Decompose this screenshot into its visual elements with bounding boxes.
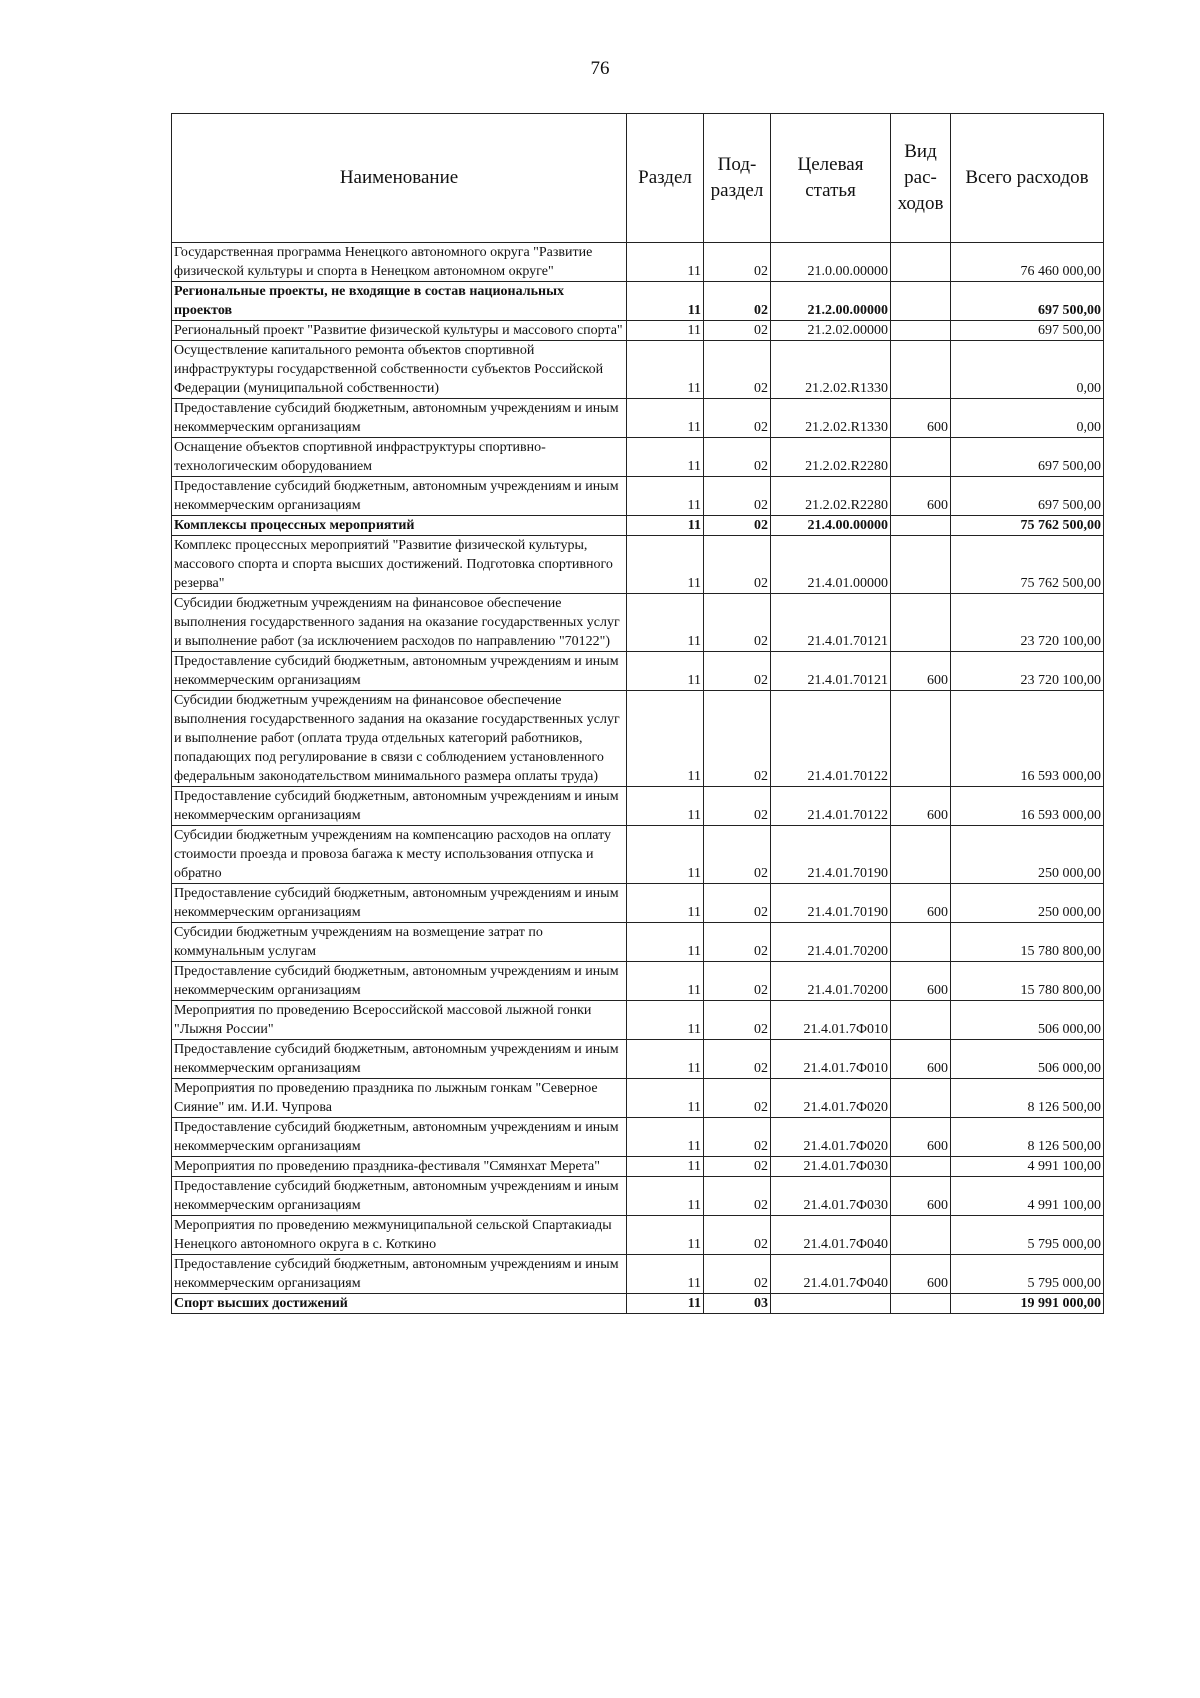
row-type — [891, 1216, 951, 1255]
row-target: 21.4.01.70190 — [771, 826, 891, 884]
row-section: 11 — [627, 1040, 704, 1079]
row-total: 506 000,00 — [951, 1040, 1104, 1079]
row-name: Предоставление субсидий бюджетным, автономным учреждениям и иным некоммерческим организациям — [172, 652, 627, 691]
table-row — [172, 516, 1104, 536]
row-subsection: 02 — [704, 652, 771, 691]
row-target: 21.2.02.R1330 — [771, 341, 891, 399]
row-total: 8 126 500,00 — [951, 1079, 1104, 1118]
row-subsection: 02 — [704, 1118, 771, 1157]
page-number: 76 — [590, 58, 610, 79]
table-row — [172, 321, 1104, 341]
row-subsection: 02 — [704, 884, 771, 923]
row-total: 250 000,00 — [951, 884, 1104, 923]
row-total: 8 126 500,00 — [951, 1118, 1104, 1157]
row-total: 5 795 000,00 — [951, 1255, 1104, 1294]
row-section: 11 — [627, 321, 704, 341]
row-target: 21.4.01.00000 — [771, 536, 891, 594]
row-target: 21.4.01.7Ф030 — [771, 1177, 891, 1216]
table-row — [172, 1255, 1104, 1294]
row-target: 21.2.00.00000 — [771, 282, 891, 321]
row-total: 697 500,00 — [951, 438, 1104, 477]
row-target: 21.4.01.7Ф010 — [771, 1001, 891, 1040]
row-total: 15 780 800,00 — [951, 962, 1104, 1001]
row-type — [891, 691, 951, 787]
row-target: 21.4.01.70122 — [771, 691, 891, 787]
row-total: 75 762 500,00 — [951, 516, 1104, 536]
table-row — [172, 438, 1104, 477]
row-total: 15 780 800,00 — [951, 923, 1104, 962]
header-name: Наименование — [172, 114, 627, 243]
table-row — [172, 923, 1104, 962]
row-section: 11 — [627, 516, 704, 536]
row-type: 600 — [891, 1118, 951, 1157]
row-name: Предоставление субсидий бюджетным, автономным учреждениям и иным некоммерческим организациям — [172, 1255, 627, 1294]
row-section: 11 — [627, 536, 704, 594]
row-name: Субсидии бюджетным учреждениям на финансовое обеспечение выполнения государственного задания на оказание государственных услуг и выполнение работ (оплата труда отдельных категорий работников, попадающих под регулирование в связи с соблюдением установленного федеральным законодательством минимального размера оплаты труда) — [172, 691, 627, 787]
row-subsection: 02 — [704, 516, 771, 536]
table-row — [172, 282, 1104, 321]
row-name: Субсидии бюджетным учреждениям на компенсацию расходов на оплату стоимости проезда и провоза багажа к месту использования отпуска и обратно — [172, 826, 627, 884]
row-subsection: 02 — [704, 438, 771, 477]
row-total: 4 991 100,00 — [951, 1157, 1104, 1177]
row-name: Мероприятия по проведению Всероссийской массовой лыжной гонки "Лыжня России" — [172, 1001, 627, 1040]
row-section: 11 — [627, 826, 704, 884]
row-target: 21.4.01.70190 — [771, 884, 891, 923]
row-subsection: 02 — [704, 321, 771, 341]
table-row — [172, 477, 1104, 516]
row-total: 506 000,00 — [951, 1001, 1104, 1040]
row-name: Предоставление субсидий бюджетным, автономным учреждениям и иным некоммерческим организациям — [172, 787, 627, 826]
row-target: 21.2.02.00000 — [771, 321, 891, 341]
row-type: 600 — [891, 1177, 951, 1216]
row-target — [771, 1294, 891, 1314]
row-type — [891, 536, 951, 594]
row-subsection: 02 — [704, 691, 771, 787]
row-type — [891, 1001, 951, 1040]
row-target: 21.4.01.7Ф030 — [771, 1157, 891, 1177]
row-subsection: 02 — [704, 923, 771, 962]
row-name: Субсидии бюджетным учреждениям на финансовое обеспечение выполнения государственного задания на оказание государственных услуг и выполнение работ (за исключением расходов по направлению "70122") — [172, 594, 627, 652]
row-subsection: 02 — [704, 1216, 771, 1255]
row-total: 23 720 100,00 — [951, 594, 1104, 652]
row-subsection: 02 — [704, 399, 771, 438]
row-target: 21.4.01.70200 — [771, 923, 891, 962]
row-type — [891, 1157, 951, 1177]
row-name: Предоставление субсидий бюджетным, автономным учреждениям и иным некоммерческим организациям — [172, 399, 627, 438]
row-section: 11 — [627, 962, 704, 1001]
row-target: 21.2.02.R2280 — [771, 438, 891, 477]
row-type: 600 — [891, 1255, 951, 1294]
row-name: Субсидии бюджетным учреждениям на возмещение затрат по коммунальным услугам — [172, 923, 627, 962]
row-type: 600 — [891, 477, 951, 516]
row-target: 21.4.01.7Ф010 — [771, 1040, 891, 1079]
row-type — [891, 243, 951, 282]
row-target: 21.4.01.70200 — [771, 962, 891, 1001]
row-target: 21.0.00.00000 — [771, 243, 891, 282]
row-subsection: 02 — [704, 826, 771, 884]
row-subsection: 02 — [704, 787, 771, 826]
header-subsection: Под- раздел — [704, 114, 771, 243]
row-total: 250 000,00 — [951, 826, 1104, 884]
row-type: 600 — [891, 962, 951, 1001]
row-name: Региональный проект "Развитие физической культуры и массового спорта" — [172, 321, 627, 341]
row-section: 11 — [627, 1294, 704, 1314]
row-total: 19 991 000,00 — [951, 1294, 1104, 1314]
row-subsection: 02 — [704, 1157, 771, 1177]
table-row — [172, 1001, 1104, 1040]
row-type — [891, 1294, 951, 1314]
row-type: 600 — [891, 884, 951, 923]
row-total: 16 593 000,00 — [951, 787, 1104, 826]
row-name: Мероприятия по проведению межмуниципальной сельской Спартакиады Ненецкого автономного округа в с. Коткино — [172, 1216, 627, 1255]
row-type: 600 — [891, 1040, 951, 1079]
row-total: 697 500,00 — [951, 321, 1104, 341]
row-target: 21.4.01.70121 — [771, 594, 891, 652]
row-section: 11 — [627, 594, 704, 652]
row-name: Предоставление субсидий бюджетным, автономным учреждениям и иным некоммерческим организациям — [172, 1040, 627, 1079]
header-total: Всего расходов — [951, 114, 1104, 243]
row-total: 697 500,00 — [951, 282, 1104, 321]
row-subsection: 02 — [704, 243, 771, 282]
row-total: 0,00 — [951, 341, 1104, 399]
row-name: Региональные проекты, не входящие в состав национальных проектов — [172, 282, 627, 321]
row-name: Комплексы процессных мероприятий — [172, 516, 627, 536]
row-total: 697 500,00 — [951, 477, 1104, 516]
table-row — [172, 594, 1104, 652]
row-subsection: 02 — [704, 341, 771, 399]
table-row — [172, 536, 1104, 594]
row-target: 21.4.01.7Ф020 — [771, 1079, 891, 1118]
row-name: Государственная программа Ненецкого автономного округа "Развитие физической культуры и спорта в Ненецком автономном округе" — [172, 243, 627, 282]
row-target: 21.4.01.7Ф040 — [771, 1255, 891, 1294]
header-section: Раздел — [627, 114, 704, 243]
row-subsection: 02 — [704, 1001, 771, 1040]
row-type — [891, 516, 951, 536]
row-type — [891, 826, 951, 884]
row-section: 11 — [627, 1157, 704, 1177]
row-subsection: 02 — [704, 536, 771, 594]
row-name: Спорт высших достижений — [172, 1294, 627, 1314]
table-row — [172, 1177, 1104, 1216]
row-type: 600 — [891, 652, 951, 691]
row-section: 11 — [627, 243, 704, 282]
row-type — [891, 321, 951, 341]
row-total: 5 795 000,00 — [951, 1216, 1104, 1255]
table-row — [172, 691, 1104, 787]
table-row — [172, 1294, 1104, 1314]
row-type — [891, 1079, 951, 1118]
table-row — [172, 243, 1104, 282]
row-type: 600 — [891, 399, 951, 438]
row-total: 76 460 000,00 — [951, 243, 1104, 282]
row-name: Предоставление субсидий бюджетным, автономным учреждениям и иным некоммерческим организациям — [172, 1177, 627, 1216]
row-section: 11 — [627, 399, 704, 438]
row-type — [891, 282, 951, 321]
row-name: Комплекс процессных мероприятий "Развитие физической культуры, массового спорта и спорта высших достижений. Подготовка спортивного резерва" — [172, 536, 627, 594]
row-subsection: 02 — [704, 282, 771, 321]
row-total: 0,00 — [951, 399, 1104, 438]
row-total: 75 762 500,00 — [951, 536, 1104, 594]
table-row — [172, 1118, 1104, 1157]
row-type — [891, 594, 951, 652]
row-subsection: 02 — [704, 1079, 771, 1118]
row-section: 11 — [627, 1177, 704, 1216]
row-type — [891, 923, 951, 962]
row-type: 600 — [891, 787, 951, 826]
row-section: 11 — [627, 477, 704, 516]
row-subsection: 02 — [704, 477, 771, 516]
row-section: 11 — [627, 884, 704, 923]
row-subsection: 03 — [704, 1294, 771, 1314]
row-name: Предоставление субсидий бюджетным, автономным учреждениям и иным некоммерческим организациям — [172, 477, 627, 516]
row-section: 11 — [627, 282, 704, 321]
row-section: 11 — [627, 923, 704, 962]
row-section: 11 — [627, 1216, 704, 1255]
row-total: 16 593 000,00 — [951, 691, 1104, 787]
row-target: 21.2.02.R2280 — [771, 477, 891, 516]
row-name: Мероприятия по проведению праздника по лыжным гонкам "Северное Сияние" им. И.И. Чупрова — [172, 1079, 627, 1118]
row-subsection: 02 — [704, 1040, 771, 1079]
row-section: 11 — [627, 1001, 704, 1040]
row-name: Осуществление капитального ремонта объектов спортивной инфраструктуры государственной собственности субъектов Российской Федерации (муниципальной собственности) — [172, 341, 627, 399]
budget-table — [171, 113, 1104, 1314]
row-section: 11 — [627, 787, 704, 826]
row-target: 21.4.01.7Ф040 — [771, 1216, 891, 1255]
header-type: Вид рас- ходов — [891, 114, 951, 243]
row-section: 11 — [627, 1118, 704, 1157]
row-subsection: 02 — [704, 962, 771, 1001]
row-total: 4 991 100,00 — [951, 1177, 1104, 1216]
row-name: Предоставление субсидий бюджетным, автономным учреждениям и иным некоммерческим организациям — [172, 962, 627, 1001]
table-row — [172, 399, 1104, 438]
table-row — [172, 787, 1104, 826]
table-row — [172, 1216, 1104, 1255]
row-section: 11 — [627, 691, 704, 787]
header-target: Целевая статья — [771, 114, 891, 243]
table-row — [172, 1157, 1104, 1177]
row-section: 11 — [627, 341, 704, 399]
table-row — [172, 1040, 1104, 1079]
row-total: 23 720 100,00 — [951, 652, 1104, 691]
row-name: Оснащение объектов спортивной инфраструктуры спортивно-технологическим оборудованием — [172, 438, 627, 477]
row-type — [891, 341, 951, 399]
table-header-row — [172, 114, 1104, 243]
row-section: 11 — [627, 438, 704, 477]
row-subsection: 02 — [704, 594, 771, 652]
table-row — [172, 341, 1104, 399]
row-target: 21.4.01.70121 — [771, 652, 891, 691]
table-row — [172, 884, 1104, 923]
row-section: 11 — [627, 652, 704, 691]
row-section: 11 — [627, 1255, 704, 1294]
row-section: 11 — [627, 1079, 704, 1118]
row-subsection: 02 — [704, 1177, 771, 1216]
row-target: 21.4.01.70122 — [771, 787, 891, 826]
row-subsection: 02 — [704, 1255, 771, 1294]
row-type — [891, 438, 951, 477]
row-name: Мероприятия по проведению праздника-фестиваля "Сямянхат Мерета" — [172, 1157, 627, 1177]
table-row — [172, 652, 1104, 691]
row-name: Предоставление субсидий бюджетным, автономным учреждениям и иным некоммерческим организациям — [172, 1118, 627, 1157]
table-row — [172, 962, 1104, 1001]
table-row — [172, 826, 1104, 884]
row-target: 21.4.00.00000 — [771, 516, 891, 536]
table-row — [172, 1079, 1104, 1118]
row-name: Предоставление субсидий бюджетным, автономным учреждениям и иным некоммерческим организациям — [172, 884, 627, 923]
row-target: 21.2.02.R1330 — [771, 399, 891, 438]
row-target: 21.4.01.7Ф020 — [771, 1118, 891, 1157]
